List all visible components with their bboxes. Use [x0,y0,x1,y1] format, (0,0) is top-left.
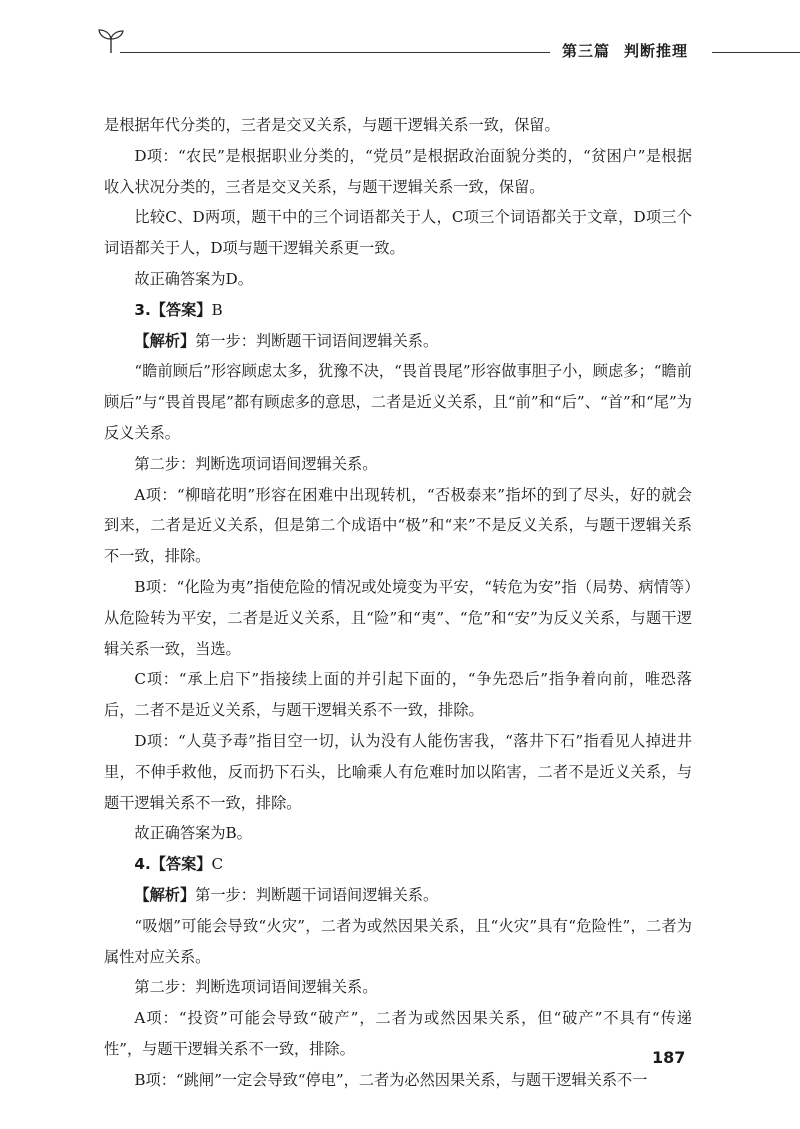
paragraph [104,480,692,572]
paragraph-text: C [211,855,224,874]
paragraph-text: 第二步：判断选项词语间逻辑关系。 [134,454,378,473]
paragraph-text: “吸烟”可能会导致“火灾”，二者为或然因果关系，且“火灾”具有“危险性”，二者为属性对应关系。 [104,916,692,966]
paragraph [104,911,692,973]
paragraph [104,664,692,726]
sprout-icon [96,26,126,54]
paragraph-text: 故正确答案为B。 [134,824,252,843]
paragraph-text: B项：“跳闸”一定会导致“停电”，二者为必然因果关系，与题干逻辑关系不一 [134,1070,648,1089]
paragraph-text: C项：“承上启下”指接续上面的并引起下面的，“争先恐后”指争着向前，唯恐落后，二者不是近义关系，与题干逻辑关系不一致，排除。 [104,670,692,720]
paragraph [104,972,692,1003]
body-text [104,110,692,1096]
paragraph-text: 比较C、D两项，题干中的三个词语都关于人，C项三个词语都关于文章，D项三个词语都关于人，D项与题干逻辑关系更一致。 [104,208,692,258]
paragraph-text: 第一步：判断题干词语间逻辑关系。 [195,885,439,904]
paragraph [104,818,692,849]
paragraph-text: D项：“人莫予毒”指目空一切，认为没有人能伤害我，“落井下石”指看见人掉进井里，不伸手救他，反而扔下石头，比喻乘人有危难时加以陷害，二者不是近义关系，与题干逻辑关系不一致，排除。 [104,731,692,812]
header-part: 第三篇 [562,42,611,60]
paragraph [104,326,692,357]
paragraph-text: B [211,300,223,319]
page-number: 187 [652,1048,686,1067]
paragraph-text: 故正确答案为D。 [134,269,253,288]
paragraph [104,849,692,880]
paragraph [104,449,692,480]
paragraph [104,1065,692,1096]
header-rule-right [712,52,800,53]
paragraph-label: 4.【答案】 [134,855,212,874]
paragraph-text: 第一步：判断题干词语间逻辑关系。 [195,331,439,350]
header-rule-left [120,52,550,53]
header-title [562,40,688,61]
paragraph-text: “瞻前顾后”形容顾虑太多，犹豫不决，“畏首畏尾”形容做事胆子小，顾虑多；“瞻前顾后”与“畏首畏尾”都有顾虑多的意思，二者是近义关系，且“前”和“后”、“首”和“尾”为反义关系。 [104,362,692,442]
paragraph-text: A项：“柳暗花明”形容在困难中出现转机，“否极泰来”指坏的到了尽头，好的就会到来，二者是近义关系，但是第二个成语中“极”和“来”不是反义关系，与题干逻辑关系不一致，排除。 [104,485,692,566]
paragraph [104,572,692,664]
paragraph-text: 第二步：判断选项词语间逻辑关系。 [134,978,378,997]
paragraph [104,880,692,911]
paragraph-label: 【解析】 [134,331,196,350]
paragraph [104,141,692,203]
paragraph [104,202,692,264]
paragraph [104,264,692,295]
paragraph-text: 是根据年代分类的，三者是交叉关系，与题干逻辑关系一致，保留。 [104,116,560,134]
paragraph [104,726,692,818]
page-header [0,0,800,70]
paragraph-text: D项：“农民”是根据职业分类的，“党员”是根据政治面貌分类的，“贫困户”是根据收入状况分类的，三者是交叉关系，与题干逻辑关系一致，保留。 [104,146,692,196]
paragraph [104,356,692,448]
paragraph-label: 【解析】 [134,885,196,904]
paragraph-label: 3.【答案】 [134,300,212,319]
header-chapter: 判断推理 [624,42,689,60]
paragraph [104,295,692,326]
paragraph [104,1003,692,1065]
paragraph-text: B项：“化险为夷”指使危险的情况或处境变为平安，“转危为安”指（局势、病情等）从危险转为平安，二者是近义关系，且“险”和“夷”、“危”和“安”为反义关系，与题干逻辑关系一致，当选。 [104,577,692,658]
paragraph [104,110,692,141]
paragraph-text: A项：“投资”可能会导致“破产”，二者为或然因果关系，但“破产”不具有“传递性”，与题干逻辑关系不一致，排除。 [104,1009,692,1058]
